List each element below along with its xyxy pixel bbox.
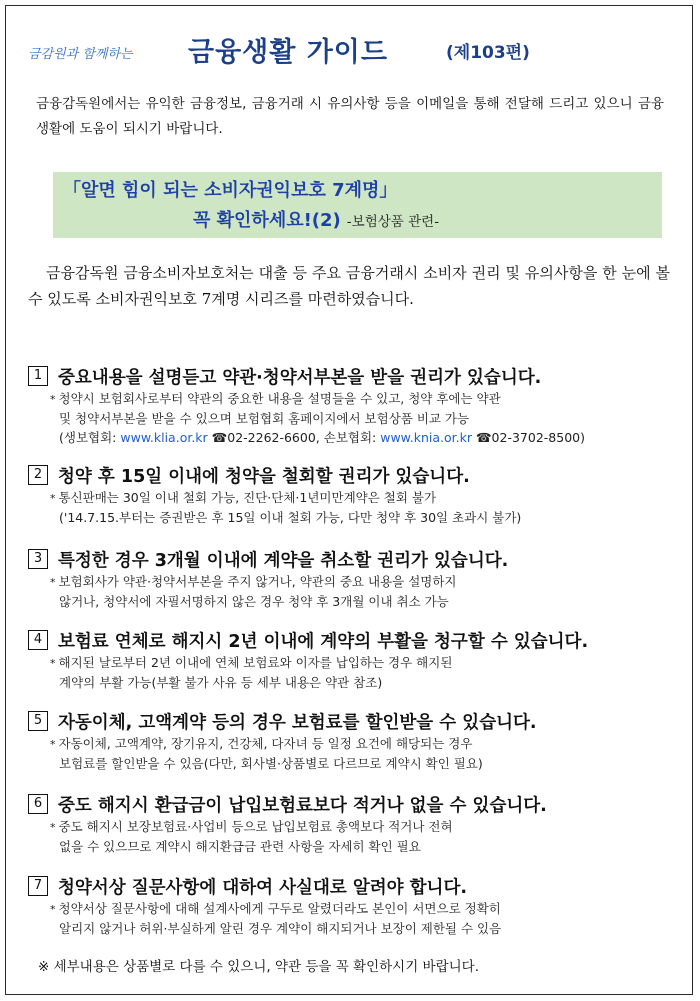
- asterisk-icon: *: [50, 576, 56, 589]
- item-number-box: 3: [28, 549, 48, 569]
- asterisk-icon: *: [50, 393, 56, 406]
- item-heading: 청약서상 질문사항에 대하여 사실대로 알려야 합니다.: [58, 877, 468, 898]
- contact-close: ): [580, 430, 585, 445]
- item-body-line: 자동이체, 고액계약, 장기유지, 건강체, 다자녀 등 일정 요건에 해당되는 경우: [58, 736, 473, 751]
- item-body: [50, 653, 674, 692]
- item-body: [50, 899, 674, 938]
- item-number-box: 5: [28, 711, 48, 731]
- item-body: [50, 572, 674, 611]
- banner-subtitle: [193, 206, 439, 232]
- item-body-line: 알리지 않거나 허위·부실하게 알린 경우 계약이 해지되거나 보장이 제한될 수 있음: [59, 921, 502, 936]
- item-body-line: 않거나, 청약서에 자필서명하지 않은 경우 청약 후 3개월 이내 취소 가능: [59, 594, 449, 609]
- item-body-line: 보험회사가 약관·청약서부본을 주지 않거나, 약관의 중요 내용을 설명하지: [58, 574, 457, 589]
- asterisk-icon: *: [50, 492, 56, 505]
- item-number-box: 2: [28, 465, 48, 485]
- item-body-line: 중도 해지시 보장보험료·사업비 등으로 납입보험료 총액보다 적거나 전혀: [58, 819, 453, 834]
- item-4: [28, 627, 674, 692]
- item-5: [28, 708, 674, 773]
- banner-subtitle-main: 꼭 확인하세요!(2): [193, 210, 341, 231]
- item-7: [28, 873, 674, 938]
- klia-link[interactable]: www.klia.or.kr: [120, 430, 208, 445]
- item-body-line: 통신판매는 30일 이내 철회 가능, 진단·단체·1년미만계약은 철회 불가: [58, 490, 437, 505]
- item-body-line: ('14.7.15.부터는 증권받은 후 15일 이내 철회 가능, 다만 청약 후 30일 초과시 불가): [59, 510, 522, 525]
- klia-phone: ☎02-2262-6600: [211, 430, 316, 445]
- item-2: [28, 462, 674, 527]
- item-body-line: 청약서상 질문사항에 대해 설계사에게 구두로 알렸더라도 본인이 서면으로 정확히: [58, 901, 501, 916]
- item-number-box: 6: [28, 794, 48, 814]
- item-heading: 중요내용을 설명듣고 약관·청약서부본을 받을 권리가 있습니다.: [58, 367, 542, 388]
- lead-paragraph: 금융감독원 금융소비자보호처는 대출 등 주요 금융거래시 소비자 권리 및 유의사항을 한 눈에 볼 수 있도록 소비자권익보호 7계명 시리즈를 마련하였습니다.: [28, 264, 670, 308]
- knia-phone: ☎02-3702-8500: [475, 430, 581, 445]
- item-body-line: 보험료를 할인받을 수 있음(다만, 회사별·상품별로 다르므로 계약시 확인 필요): [59, 756, 483, 771]
- item-body: [50, 488, 674, 527]
- item-heading: 자동이체, 고액계약 등의 경우 보험료를 할인받을 수 있습니다.: [58, 712, 537, 733]
- banner-subtitle-tag: -보험상품 관련-: [346, 214, 440, 230]
- contact-label: , 손보협회:: [315, 430, 381, 445]
- item-body: [50, 734, 674, 773]
- item-body-line: 없을 수 있으므로 계약시 해지환급금 관련 사항을 자세히 확인 필요: [59, 839, 421, 854]
- item-heading: 특정한 경우 3개월 이내에 계약을 취소할 권리가 있습니다.: [58, 550, 509, 571]
- item-number-box: 7: [28, 876, 48, 896]
- contact-label: (생보협회:: [59, 430, 121, 445]
- item-6: [28, 791, 674, 856]
- item-heading: 중도 해지시 환급금이 납입보험료보다 적거나 없을 수 있습니다.: [58, 795, 547, 816]
- item-heading: 보험료 연체로 해지시 2년 이내에 계약의 부활을 청구할 수 있습니다.: [58, 631, 589, 652]
- item-heading: 청약 후 15일 이내에 청약을 철회할 권리가 있습니다.: [58, 466, 470, 487]
- knia-link[interactable]: www.knia.or.kr: [380, 430, 472, 445]
- item-number-box: 4: [28, 630, 48, 650]
- title-banner: [53, 172, 662, 238]
- item-body: [50, 817, 674, 856]
- asterisk-icon: *: [50, 657, 56, 670]
- item-3: [28, 546, 674, 611]
- item-1: [28, 363, 674, 447]
- asterisk-icon: *: [50, 821, 56, 834]
- intro-text: 금융감독원에서는 유익한 금융정보, 금융거래 시 유의사항 등을 이메일을 통해 전달해 드리고 있으니 금융생활에 도움이 되시기 바랍니다.: [36, 96, 664, 137]
- guide-header: [28, 22, 668, 72]
- asterisk-icon: *: [50, 903, 56, 916]
- item-body: [50, 389, 674, 447]
- item-body-line: 계약의 부활 가능(부활 불가 사유 등 세부 내용은 약관 참조): [59, 675, 383, 690]
- item-body-line: 해지된 날로부터 2년 이내에 연체 보험료와 이자를 납입하는 경우 해지된: [58, 655, 453, 670]
- episode-number: (제103편): [446, 43, 530, 63]
- header-title: 금융생활 가이드: [188, 37, 388, 68]
- banner-title: 「알면 힘이 되는 소비자권익보호 7계명」: [63, 180, 398, 201]
- item-body-line: 및 청약서부본을 받을 수 있으며 보험협회 홈페이지에서 보험상품 비교 가능: [59, 411, 470, 426]
- item-body-line: 청약시 보험회사로부터 약관의 중요한 내용을 설명들을 수 있고, 청약 후에는 약관: [58, 391, 501, 406]
- asterisk-icon: *: [50, 738, 56, 751]
- header-subtitle: 금감원과 함께하는: [28, 47, 133, 62]
- item-number-box: 1: [28, 366, 48, 386]
- footer-note: ※ 세부내용은 상품별로 다를 수 있으니, 약관 등을 꼭 확인하시기 바랍니다.: [38, 959, 479, 975]
